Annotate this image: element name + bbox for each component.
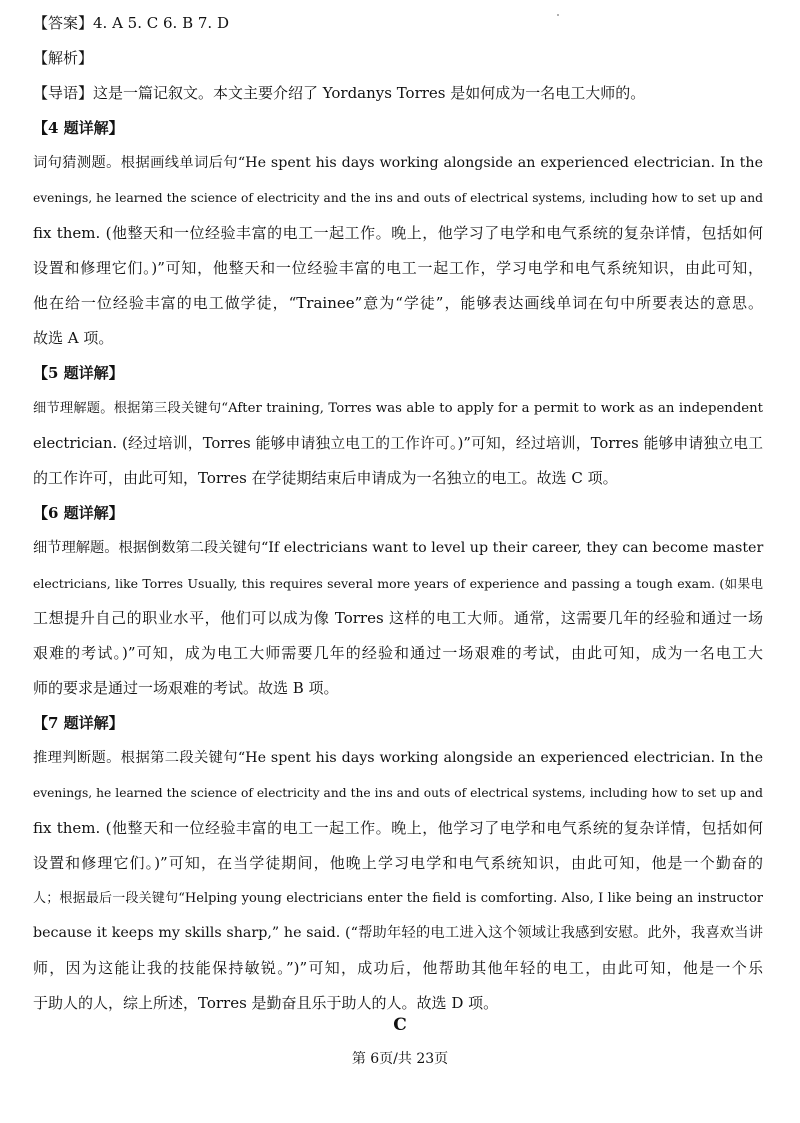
q4-line: 设置和修理它们。)”可知，他整天和一位经验丰富的电工一起工作，学习电学和电气系统知识，由此可知， [33, 259, 763, 277]
q7-line: 推理判断题。根据第二段关键句“He spent his days working alongside an experienced electrician. In the [33, 750, 763, 766]
q7-line: fix them. (他整天和一位经验丰富的电工一起工作。晚上，他学习了电学和电气系统的复杂详情，包括如何 [33, 819, 763, 837]
q7-line: 设置和修理它们。)”可知，在当学徒期间，他晚上学习电学和电气系统知识，由此可知，他是一个勤奋的 [33, 854, 763, 872]
analysis-label: 【解析】 [33, 49, 94, 67]
q7-heading: 【7 题详解】 [33, 714, 124, 732]
q7-line: 人；根据最后一段关键句“Helping young electricians enter the field is comforting. Also, I like being an instructor [33, 891, 763, 906]
q6-line: 细节理解题。根据倒数第二段关键句“If electricians want to level up their career, they can become master [33, 540, 764, 556]
intro-text: 【导语】这是一篇记叙文。本文主要介绍了 Yordanys Torres 是如何成为一名电工大师的。 [33, 84, 646, 102]
q4-line: 故选 A 项。 [33, 329, 114, 347]
q4-heading: 【4 题详解】 [33, 119, 124, 137]
q4-line: 词句猜测题。根据画线单词后句“He spent his days working alongside an experienced electrician. In the [33, 155, 763, 171]
q5-line: 的工作许可，由此可知，Torres 在学徒期结束后申请成为一名独立的电工。故选 C 项。 [33, 469, 618, 487]
q6-line: electricians, like Torres Usually, this requires several more years of experience and passing a tough exam. (如果电 [33, 576, 763, 591]
q4-line: 他在给一位经验丰富的电工做学徒，“Trainee”意为“学徒”，能够表达画线单词在句中所要表达的意思。 [33, 294, 763, 312]
section-letter: C [393, 1015, 407, 1035]
page-footer: 第 6页/共 23页 [351, 1051, 449, 1067]
q6-line: 艰难的考试。)”可知，成为电工大师需要几年的经验和通过一场艰难的考试，由此可知，成为一名电工大 [33, 644, 763, 662]
q6-line: 师的要求是通过一场艰难的考试。故选 B 项。 [33, 679, 339, 697]
document-body [33, 6, 763, 1021]
q6-heading: 【6 题详解】 [33, 504, 124, 522]
q6-line: 工想提升自己的职业水平，他们可以成为像 Torres 这样的电工大师。通常，这需要几年的经验和通过一场 [33, 609, 763, 627]
q7-line: 于助人的人，综上所述，Torres 是勤奋且乐于助人的人。故选 D 项。 [33, 994, 499, 1012]
answer-line: 【答案】4. A 5. C 6. B 7. D [33, 14, 229, 32]
q7-line: 师，因为这能让我的技能保持敏锐。”)”可知，成功后，他帮助其他年轻的电工，由此可知，他是一个乐 [33, 959, 763, 977]
q5-line: electrician. (经过培训，Torres 能够申请独立电工的工作许可。)”可知，经过培训，Torres 能够申请独立电工 [33, 435, 763, 452]
q4-line: evenings, he learned the science of electricity and the ins and outs of electrical systems, including how to set up and [33, 191, 763, 205]
q4-line: fix them. (他整天和一位经验丰富的电工一起工作。晚上，他学习了电学和电气系统的复杂详情，包括如何 [33, 224, 763, 242]
q5-line: 细节理解题。根据第三段关键句“After training, Torres was able to apply for a permit to work as an independent [33, 401, 763, 416]
q7-line: because it keeps my skills sharp,” he said. (“帮助年轻的电工进入这个领域让我感到安慰。此外，我喜欢当讲 [33, 925, 763, 941]
q7-line: evenings, he learned the science of electricity and the ins and outs of electrical systems, including how to set up and [33, 786, 763, 800]
q5-heading: 【5 题详解】 [33, 364, 124, 382]
